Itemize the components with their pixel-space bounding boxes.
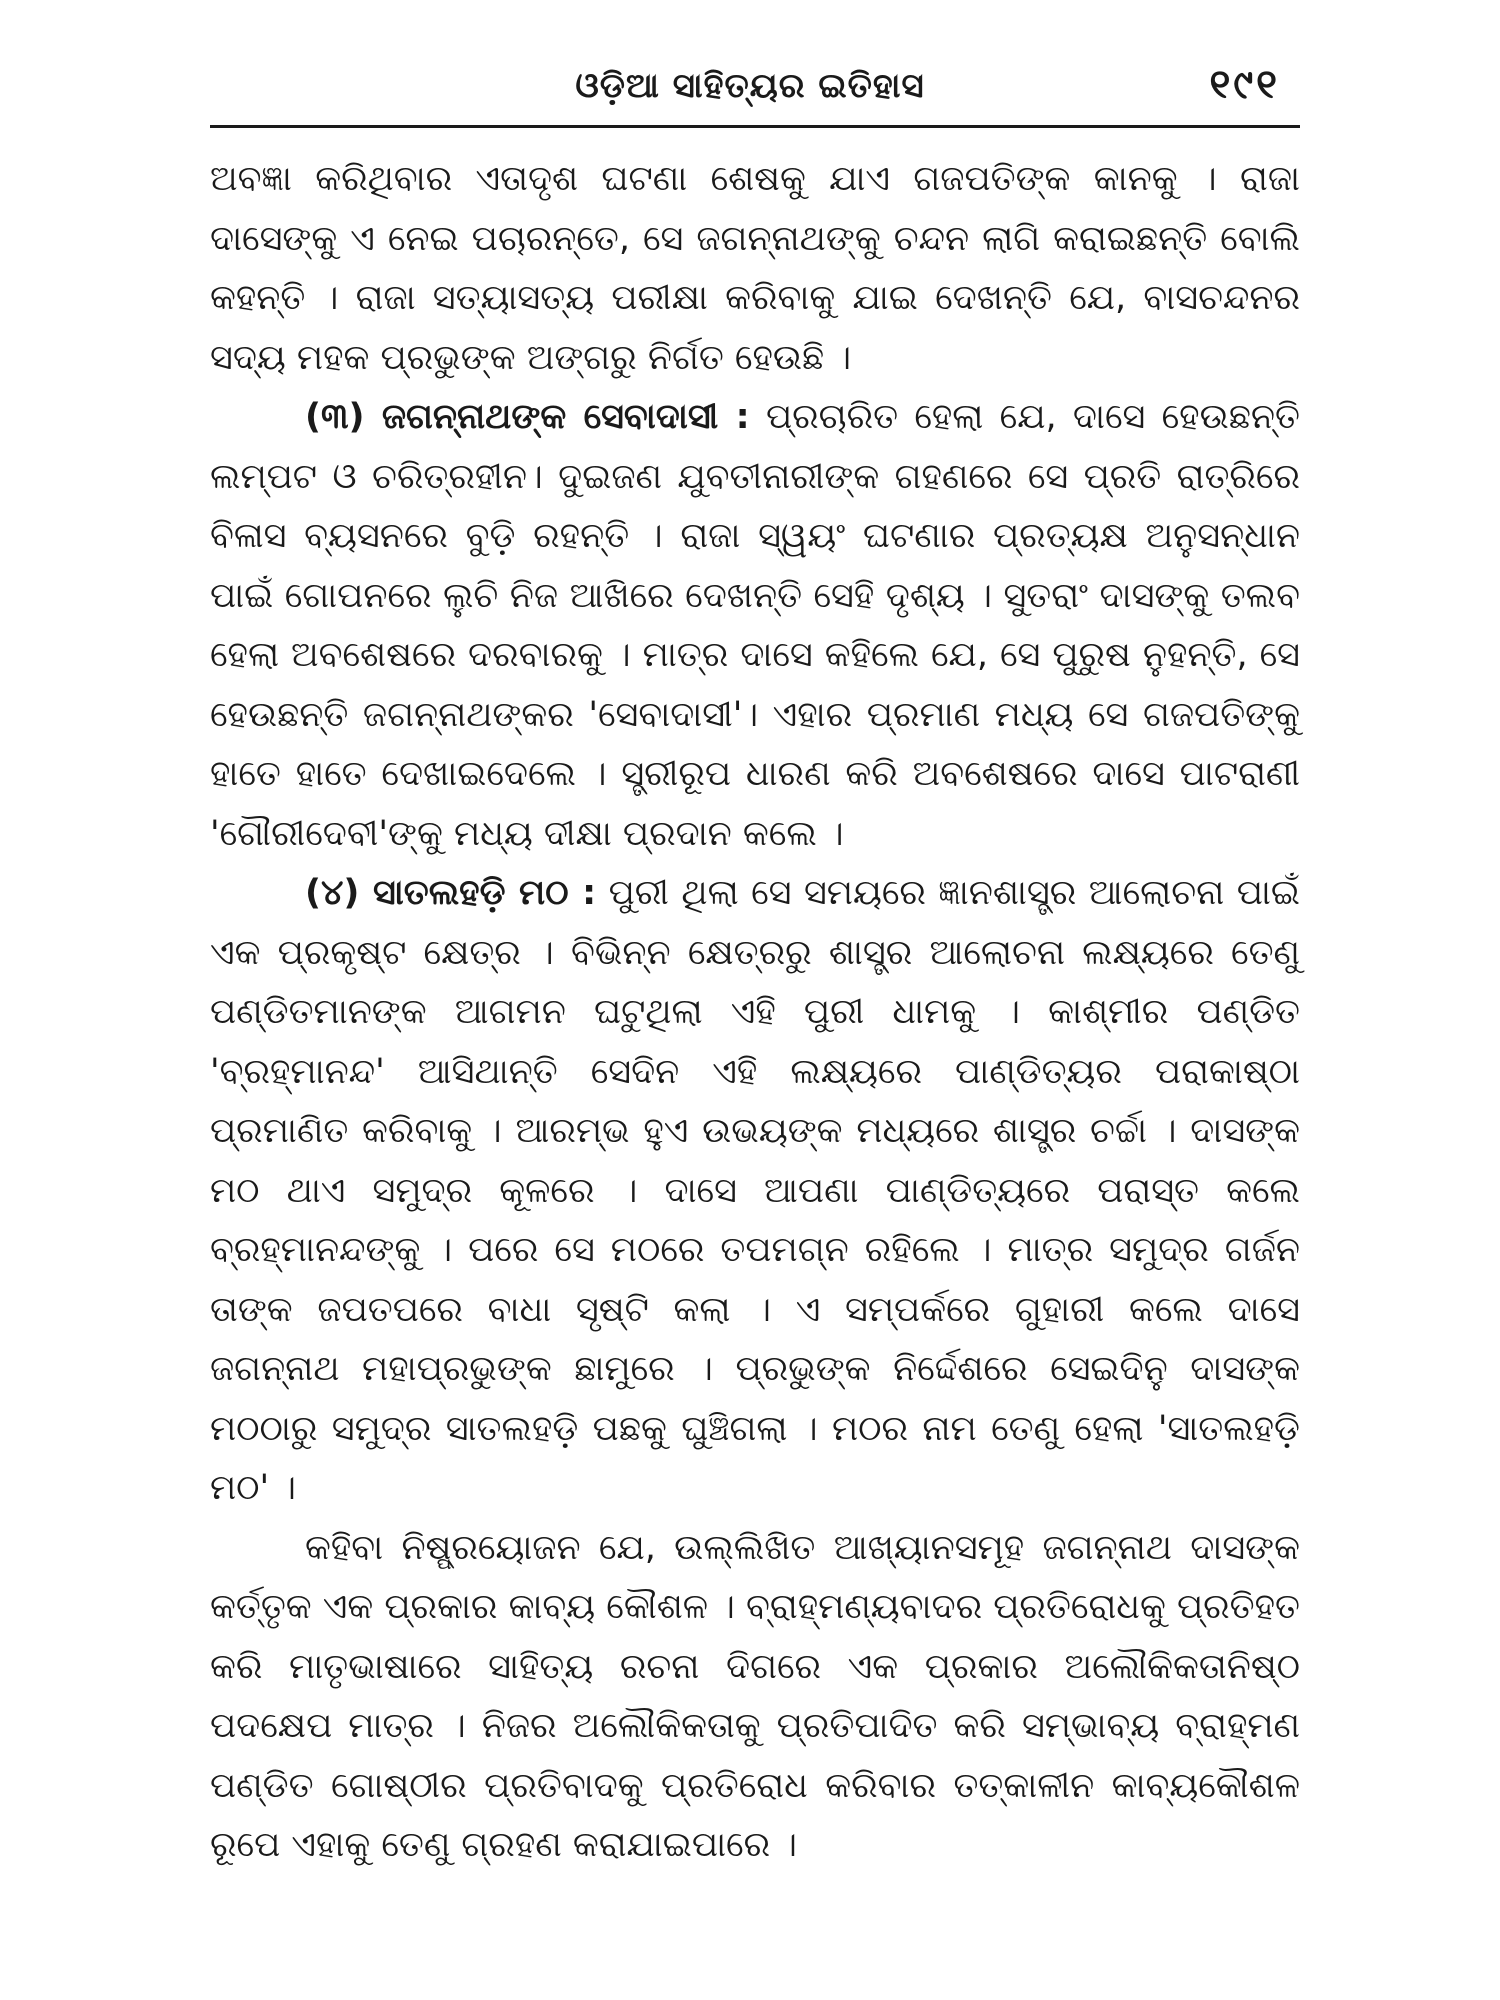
running-title: ଓଡ଼ିଆ ସାହିତ୍ୟର ଇତିହାସ <box>575 66 925 106</box>
paragraph-text: ପ୍ରଚାରିତ ହେଲା ଯେ, ଦାସେ ହେଉଛନ୍ତି ଲମ୍ପଟ ଓ ଚରିତ୍ରହୀନ। ଦୁଇଜଣ ଯୁବତୀନାରୀଙ୍କ ଗହଣରେ ସେ ପ୍ରତି ରାତ୍ରିରେ ବିଳାସ ବ୍ୟସନରେ ବୁଡ଼ି ରହନ୍ତି । ରାଜା ସ୍ୱୟଂ ଘଟଣାର ପ୍ରତ୍ୟକ୍ଷ ଅନୁସନ୍ଧାନ ପାଇଁ ଗୋପନରେ ଲୁଚି ନିଜ ଆଖିରେ ଦେଖନ୍ତି ସେହି ଦୃଶ୍ୟ । ସୁତରାଂ ଦାସଙ୍କୁ ତଲବ ହେଲା ଅବଶେଷରେ ଦରବାରକୁ । ମାତ୍ର ଦାସେ କହିଲେ ଯେ, ସେ ପୁରୁଷ ନୁହନ୍ତି, ସେ ହେଉଛନ୍ତି ଜଗନ୍ନାଥଙ୍କର 'ସେବାଦାସୀ'। ଏହାର ପ୍ରମାଣ ମଧ୍ୟ ସେ ଗଜପତିଙ୍କୁ ହାତେ ହାତେ ଦେଖାଇଦେଲେ । ସ୍ତ୍ରୀରୂପ ଧାରଣ କରି ଅବଶେଷରେ ଦାସେ ପାଟରାଣୀ 'ଗୌରୀଦେବୀ'ଙ୍କୁ ମଧ୍ୟ ଦୀକ୍ଷା ପ୍ରଦାନ କଲେ । <box>210 397 1300 854</box>
body-text <box>210 150 1300 1876</box>
paragraph <box>210 150 1300 388</box>
paragraph-conclusion <box>210 1519 1300 1876</box>
paragraph-text: ଅବଜ୍ଞା କରିଥିବାର ଏତାଦୃଶ ଘଟଣା ଶେଷକୁ ଯାଏ ଗଜପତିଙ୍କ କାନକୁ । ରାଜା ଦାସେଙ୍କୁ ଏ ନେଇ ପଚାରନ୍ତେ, ସେ ଜଗନ୍ନାଥଙ୍କୁ ଚନ୍ଦନ ଲାଗି କରାଇଛନ୍ତି ବୋଲି କହନ୍ତି । ରାଜା ସତ୍ୟାସତ୍ୟ ପରୀକ୍ଷା କରିବାକୁ ଯାଇ ଦେଖନ୍ତି ଯେ, ବାସଚନ୍ଦନର ସଦ୍ୟ ମହକ ପ୍ରଭୁଙ୍କ ଅଙ୍ଗରୁ ନିର୍ଗତ ହେଉଛି । <box>210 159 1300 378</box>
running-header <box>210 62 1290 122</box>
paragraph-section-3 <box>210 388 1300 864</box>
paragraph-text: ପୁରୀ ଥିଲା ସେ ସମୟରେ ଜ୍ଞାନଶାସ୍ତ୍ର ଆଲୋଚନା ପାଇଁ ଏକ ପ୍ରକୃଷ୍ଟ କ୍ଷେତ୍ର । ବିଭିନ୍ନ କ୍ଷେତ୍ରରୁ ଶାସ୍ତ୍ର ଆଲୋଚନା ଲକ୍ଷ୍ୟରେ ତେଣୁ ପଣ୍ଡିତମାନଙ୍କ ଆଗମନ ଘଟୁଥିଲା ଏହି ପୁରୀ ଧାମକୁ । କାଶ୍ମୀର ପଣ୍ଡିତ 'ବ୍ରହ୍ମାନନ୍ଦ' ଆସିଥାନ୍ତି ସେଦିନ ଏହି ଲକ୍ଷ୍ୟରେ ପାଣ୍ଡିତ୍ୟର ପରାକାଷ୍ଠା ପ୍ରମାଣିତ କରିବାକୁ । ଆରମ୍ଭ ହୁଏ ଉଭୟଙ୍କ ମଧ୍ୟରେ ଶାସ୍ତ୍ର ଚର୍ଚ୍ଚା । ଦାସଙ୍କ ମଠ ଥାଏ ସମୁଦ୍ର କୂଳରେ । ଦାସେ ଆପଣା ପାଣ୍ଡିତ୍ୟରେ ପରାସ୍ତ କଲେ ବ୍ରହ୍ମାନନ୍ଦଙ୍କୁ । ପରେ ସେ ମଠରେ ତପମଗ୍ନ ରହିଲେ । ମାତ୍ର ସମୁଦ୍ର ଗର୍ଜନ ତାଙ୍କ ଜପତପରେ ବାଧା ସୃଷ୍ଟି କଲା । ଏ ସମ୍ପର୍କରେ ଗୁହାରୀ କଲେ ଦାସେ ଜଗନ୍ନାଥ ମହାପ୍ରଭୁଙ୍କ ଛାମୁରେ । ପ୍ରଭୁଙ୍କ ନିର୍ଦ୍ଦେଶରେ ସେଇଦିନୁ ଦାସଙ୍କ ମଠଠାରୁ ସମୁଦ୍ର ସାତଲହଡ଼ି ପଛକୁ ଘୁଞ୍ଚିଗଲା । ମଠର ନାମ ତେଣୁ ହେଲା 'ସାତଲହଡ଼ି ମଠ' । <box>210 873 1300 1508</box>
section-heading: (୩) ଜଗନ୍ନାଥଙ୍କ ସେବାଦାସୀ : <box>305 397 750 437</box>
header-rule <box>210 125 1300 128</box>
paragraph-section-4 <box>210 864 1300 1519</box>
paragraph-text: କହିବା ନିଷ୍ପ୍ରୟୋଜନ ଯେ, ଉଲ୍ଲିଖିତ ଆଖ୍ୟାନସମୂହ ଜଗନ୍ନାଥ ଦାସଙ୍କ କର୍ତ୍ତୃକ ଏକ ପ୍ରକାର କାବ୍ୟ କୌଶଳ । ବ୍ରାହ୍ମଣ୍ୟବାଦର ପ୍ରତିରୋଧକୁ ପ୍ରତିହତ କରି ମାତୃଭାଷାରେ ସାହିତ୍ୟ ରଚନା ଦିଗରେ ଏକ ପ୍ରକାର ଅଲୌକିକତାନିଷ୍ଠ ପଦକ୍ଷେପ ମାତ୍ର । ନିଜର ଅଲୌକିକତାକୁ ପ୍ରତିପାଦିତ କରି ସମ୍ଭାବ୍ୟ ବ୍ରାହ୍ମଣ ପଣ୍ଡିତ ଗୋଷ୍ଠୀର ପ୍ରତିବାଦକୁ ପ୍ରତିରୋଧ କରିବାର ତତ୍କାଳୀନ କାବ୍ୟକୌଶଳ ରୂପେ ଏହାକୁ ତେଣୁ ଗ୍ରହଣ କରାଯାଇପାରେ । <box>210 1527 1300 1865</box>
section-heading: (୪) ସାତଲହଡ଼ି ମଠ : <box>305 873 597 913</box>
page-number: ୧୯୧ <box>1209 62 1280 108</box>
